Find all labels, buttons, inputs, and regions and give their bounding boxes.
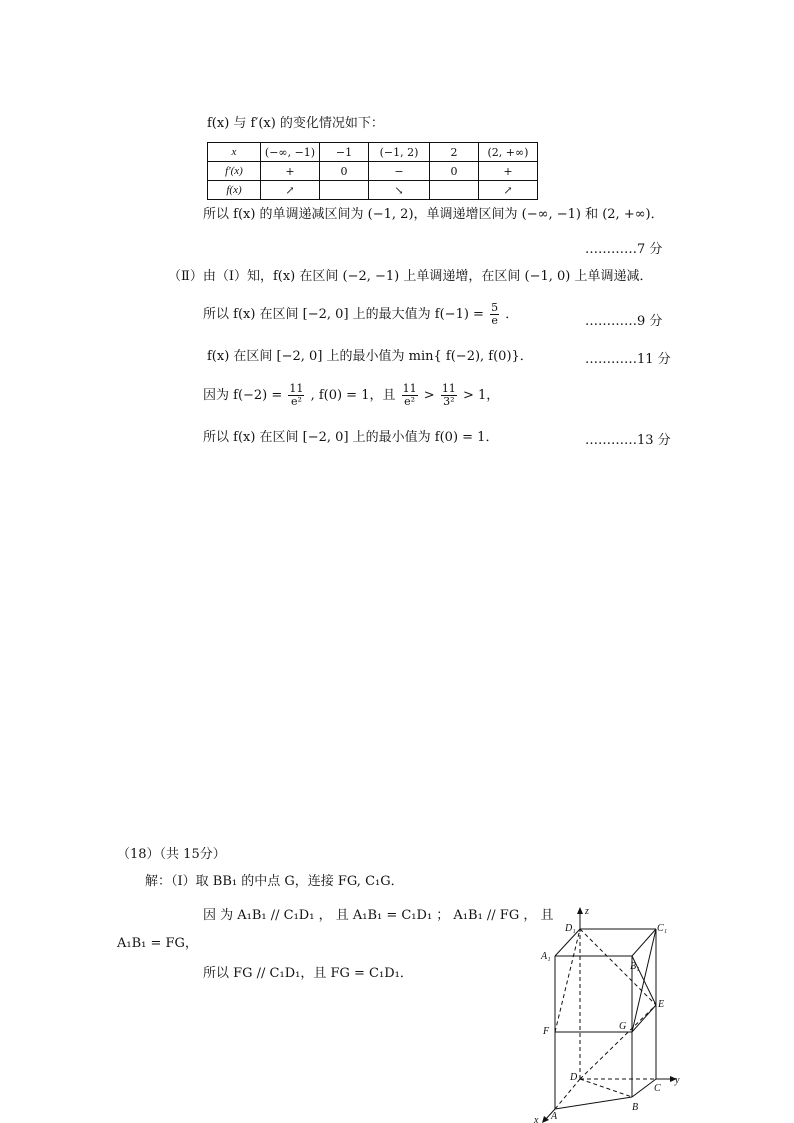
- score-7: …………7 分: [585, 242, 663, 257]
- table-cell: +: [261, 162, 320, 181]
- greater-than: >: [423, 388, 435, 403]
- table-cell: +: [479, 162, 538, 181]
- label-B1: B₁: [630, 961, 640, 972]
- label-A: A: [551, 1111, 558, 1122]
- table-cell: 2: [430, 143, 479, 162]
- table-cell: −: [369, 162, 430, 181]
- table-cell: x: [208, 143, 261, 162]
- table-cell: [320, 181, 369, 200]
- fraction: [441, 383, 457, 408]
- table-row: [208, 162, 538, 181]
- fraction-numerator: 5: [491, 301, 499, 314]
- table-cell: (−∞, −1): [261, 143, 320, 162]
- label-C1: C₁: [657, 923, 668, 934]
- table-cell: [430, 181, 479, 200]
- table-cell: (−1, 2): [369, 143, 430, 162]
- line4-b: , f(0) = 1，且: [310, 388, 396, 403]
- table-cell: ↗: [479, 181, 538, 200]
- score-13: …………13 分: [585, 433, 671, 448]
- label-x: x: [534, 1115, 539, 1123]
- fraction-numerator: 11: [402, 382, 417, 395]
- fraction: [402, 383, 418, 408]
- table-cell: (2, +∞): [479, 143, 538, 162]
- fraction-denominator: e²: [404, 395, 416, 408]
- table-row: [208, 181, 538, 200]
- label-B: B: [632, 1102, 639, 1113]
- label-E: E: [658, 999, 665, 1010]
- table-intro: f(x) 与 f′(x) 的变化情况如下：: [207, 116, 384, 131]
- fraction: [490, 302, 499, 327]
- variation-table: [207, 142, 538, 200]
- label-F: F: [543, 1026, 550, 1037]
- edge-DA: [555, 1079, 580, 1109]
- score-9: …………9 分: [585, 314, 663, 329]
- z-arrow-icon: [577, 907, 583, 914]
- label-G: G: [619, 1021, 627, 1032]
- table-cell: f(x): [208, 181, 261, 200]
- score-11: …………11 分: [585, 352, 671, 367]
- q18-sol2b: A₁B₁ = FG，: [117, 936, 198, 951]
- label-z: z: [585, 906, 589, 917]
- fraction: [288, 383, 304, 408]
- segment-GC1: [632, 929, 656, 1032]
- line4-a: 因为 f(−2) =: [203, 388, 283, 403]
- part2-line2: [203, 302, 518, 328]
- fraction-denominator: e: [491, 314, 498, 327]
- line4-c: > 1，: [462, 388, 500, 403]
- label-A1: A₁: [541, 951, 551, 962]
- fraction-numerator: 11: [441, 382, 456, 395]
- label-D: D: [570, 1072, 578, 1083]
- part2-line5: 所以 f(x) 在区间 [−2, 0] 上的最小值为 f(0) = 1．: [203, 430, 499, 445]
- table-cell: 0: [430, 162, 479, 181]
- label-y: y: [675, 1075, 680, 1086]
- q18-sol3: 所以 FG // C₁D₁，且 FG = C₁D₁．: [203, 966, 413, 981]
- line2-text: 所以 f(x) 在区间 [−2, 0] 上的最大值为 f(−1) =: [203, 307, 484, 322]
- part2-line1: （Ⅱ）由（Ⅰ）知，f(x) 在区间 (−2, −1) 上单调递增，在区间 (−1, 0) 上单调递减．: [168, 269, 653, 284]
- edge-AB: [555, 1097, 632, 1109]
- line2-end: ．: [505, 307, 519, 322]
- monotonic-conclusion: 所以 f(x) 的单调递减区间为 (−1, 2)，单调递增区间为 (−∞, −1) 和 (2, +∞)．: [203, 207, 664, 222]
- segment-DB: [580, 1079, 632, 1097]
- q18-sol1: 解：（Ⅰ）取 BB₁ 的中点 G，连接 FG, C₁G．: [145, 874, 404, 889]
- q18-sol2a: 因 为 A₁B₁ // C₁D₁ ， 且 A₁B₁ = C₁D₁ ； A₁B₁ // FG ， 且: [203, 908, 554, 923]
- segment-DE: [580, 1005, 656, 1079]
- part2-line3: f(x) 在区间 [−2, 0] 上的最小值为 min{ f(−2), f(0)}．: [207, 349, 533, 364]
- label-C: C: [654, 1083, 661, 1094]
- table-cell: −1: [320, 143, 369, 162]
- part2-line4: [203, 381, 499, 411]
- prism-figure: [525, 903, 705, 1123]
- q18-heading: （18）（共 15分）: [117, 847, 226, 862]
- edge-BC: [632, 1079, 656, 1097]
- table-cell: ↘: [369, 181, 430, 200]
- table-row: [208, 143, 538, 162]
- fraction-numerator: 11: [289, 382, 304, 395]
- table-cell: ↗: [261, 181, 320, 200]
- fraction-denominator: e²: [290, 395, 302, 408]
- segment-FD1: [555, 929, 580, 1032]
- table-cell: 0: [320, 162, 369, 181]
- segment-D1E: [580, 929, 656, 1005]
- fraction-denominator: 3²: [443, 395, 455, 408]
- table-cell: f′(x): [208, 162, 261, 181]
- label-D1: D₁: [565, 923, 576, 934]
